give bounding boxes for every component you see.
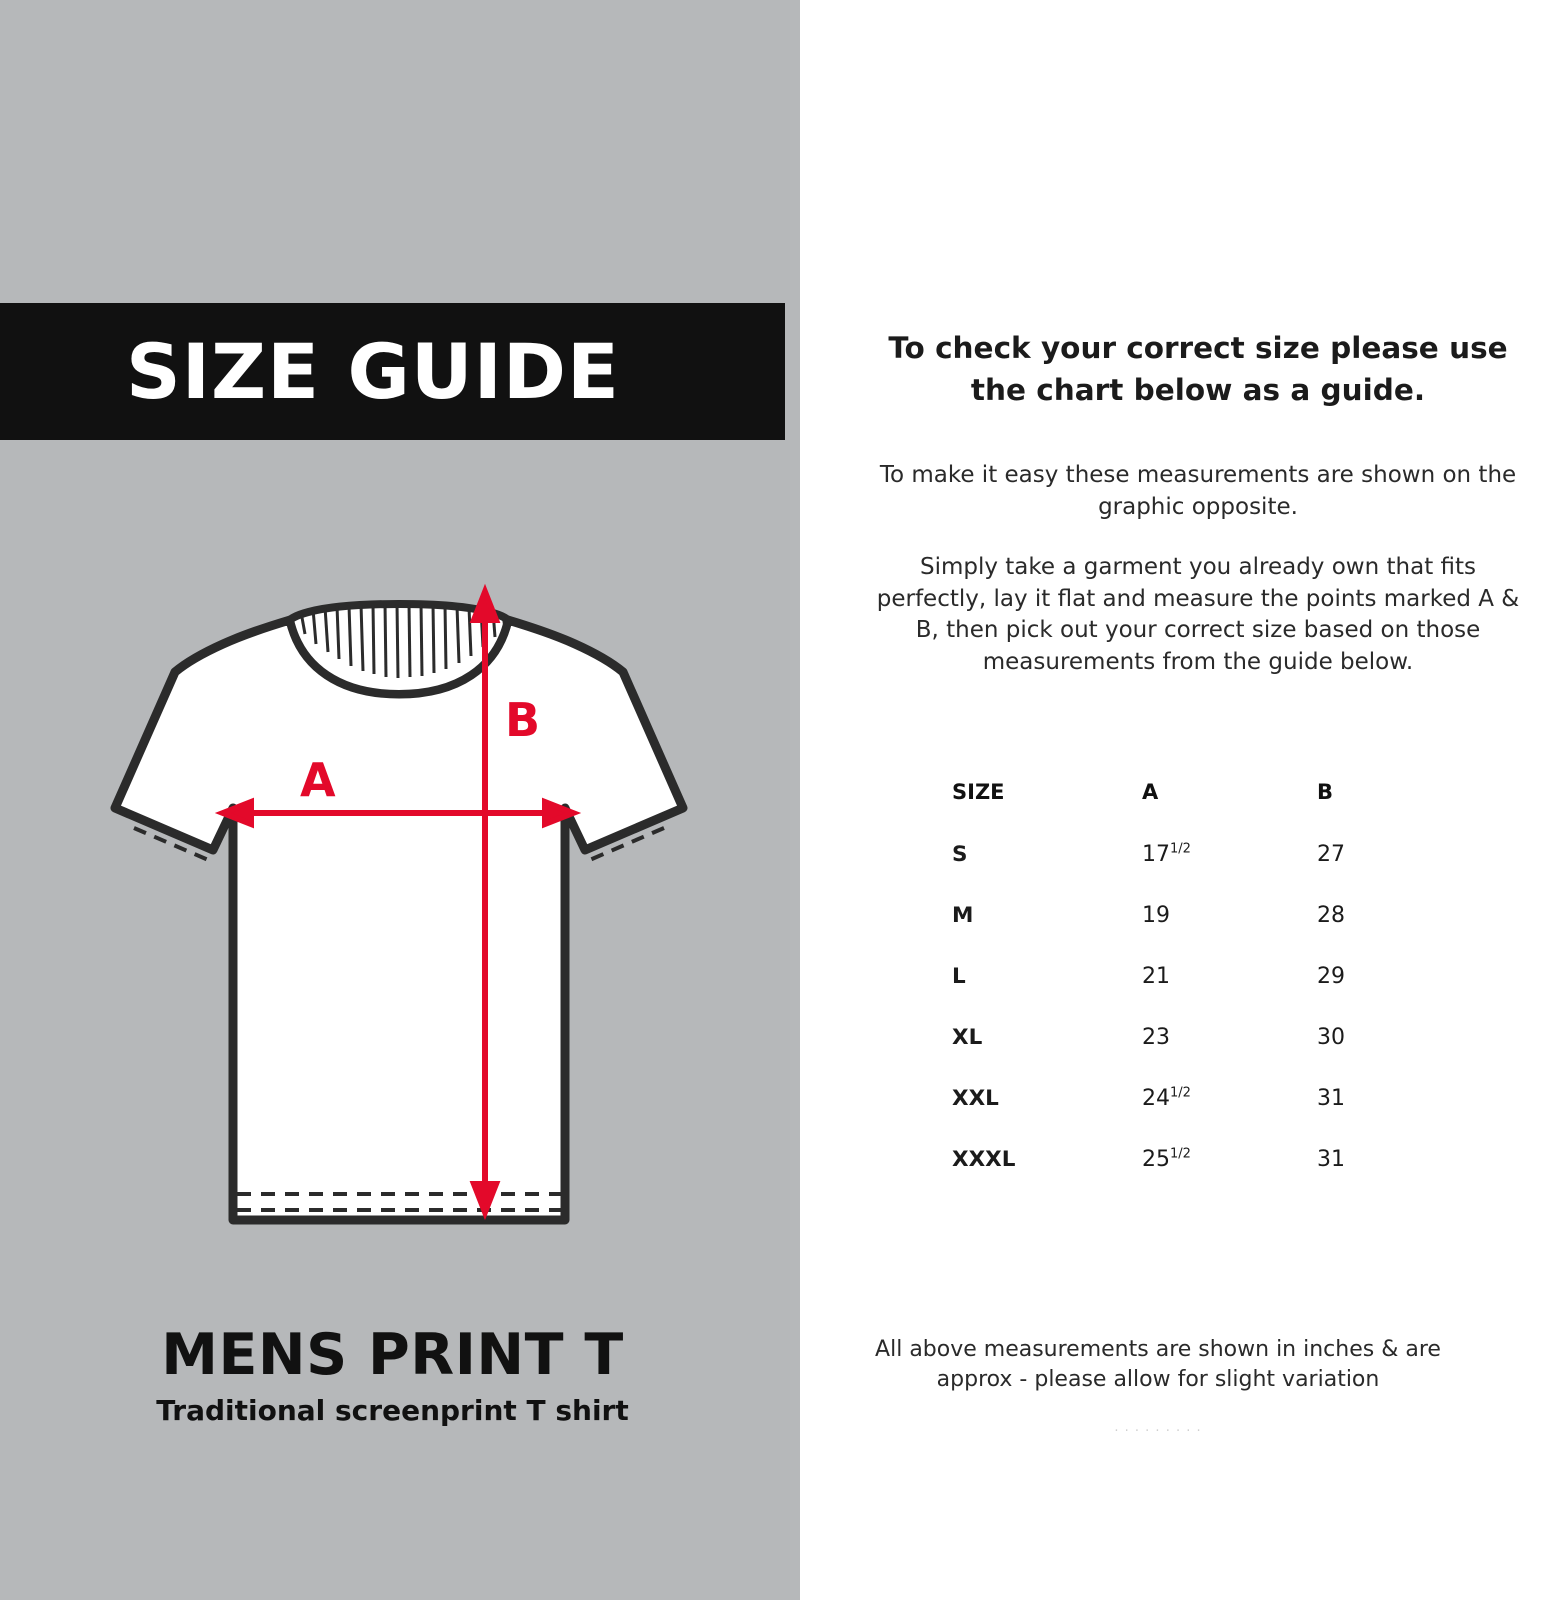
table-row [952,1147,1437,1208]
intro-paragraph-2: Simply take a garment you already own that fits perfectly, lay it flat and measure the points marked A & B, then pick out your correct size based on those measurements from the guide below. [876,554,1520,675]
size-guide-title-band [0,303,785,440]
measure-label-a: A [300,753,336,807]
table-body [952,842,1437,1208]
table-row [952,1025,1437,1086]
tshirt-diagram [95,560,715,1260]
cell-a: $24^{1/2}$ [1142,1085,1191,1111]
page-title: SIZE GUIDE [126,326,620,416]
cell-b: 31 [1317,1086,1345,1111]
intro-paragraph-1: To make it easy these measurements are shown on the graphic opposite. [879,462,1517,520]
cell-a: $17^{1/2}$ [1142,841,1191,867]
table-row [952,964,1437,1025]
cell-b: 29 [1317,964,1345,989]
headline-text: To check your correct size please use the chart below as a guide. [888,331,1508,407]
cell-a: 23 [1142,1025,1170,1050]
measurement-footnote: All above measurements are shown in inches & are approx - please allow for slight variation [875,1337,1441,1392]
cell-size: XL [952,1025,983,1050]
header-b: B [1317,780,1334,804]
faint-footnote: . . . . . . . . . [1114,1420,1202,1435]
table-header-row [952,780,1437,842]
cell-size: XXXL [952,1147,1016,1172]
product-title: MENS PRINT T [161,1322,624,1388]
size-chart-table [952,780,1437,1208]
cell-a: $25^{1/2}$ [1142,1146,1191,1172]
cell-size: XXL [952,1086,999,1111]
measure-label-b: B [505,693,541,747]
tshirt-outline-icon [115,603,683,1220]
product-subtitle: Traditional screenprint T shirt [156,1394,629,1427]
cell-b: 28 [1317,903,1345,928]
cell-b: 27 [1317,842,1345,867]
table-row [952,903,1437,964]
header-a: A [1142,780,1159,804]
cell-a: 19 [1142,903,1170,928]
table-row [952,842,1437,903]
table-row [952,1086,1437,1147]
header-size: SIZE [952,780,1005,804]
cell-size: S [952,842,968,867]
cell-b: 30 [1317,1025,1345,1050]
cell-size: M [952,903,974,928]
cell-b: 31 [1317,1147,1345,1172]
cell-size: L [952,964,966,989]
cell-a: 21 [1142,964,1170,989]
